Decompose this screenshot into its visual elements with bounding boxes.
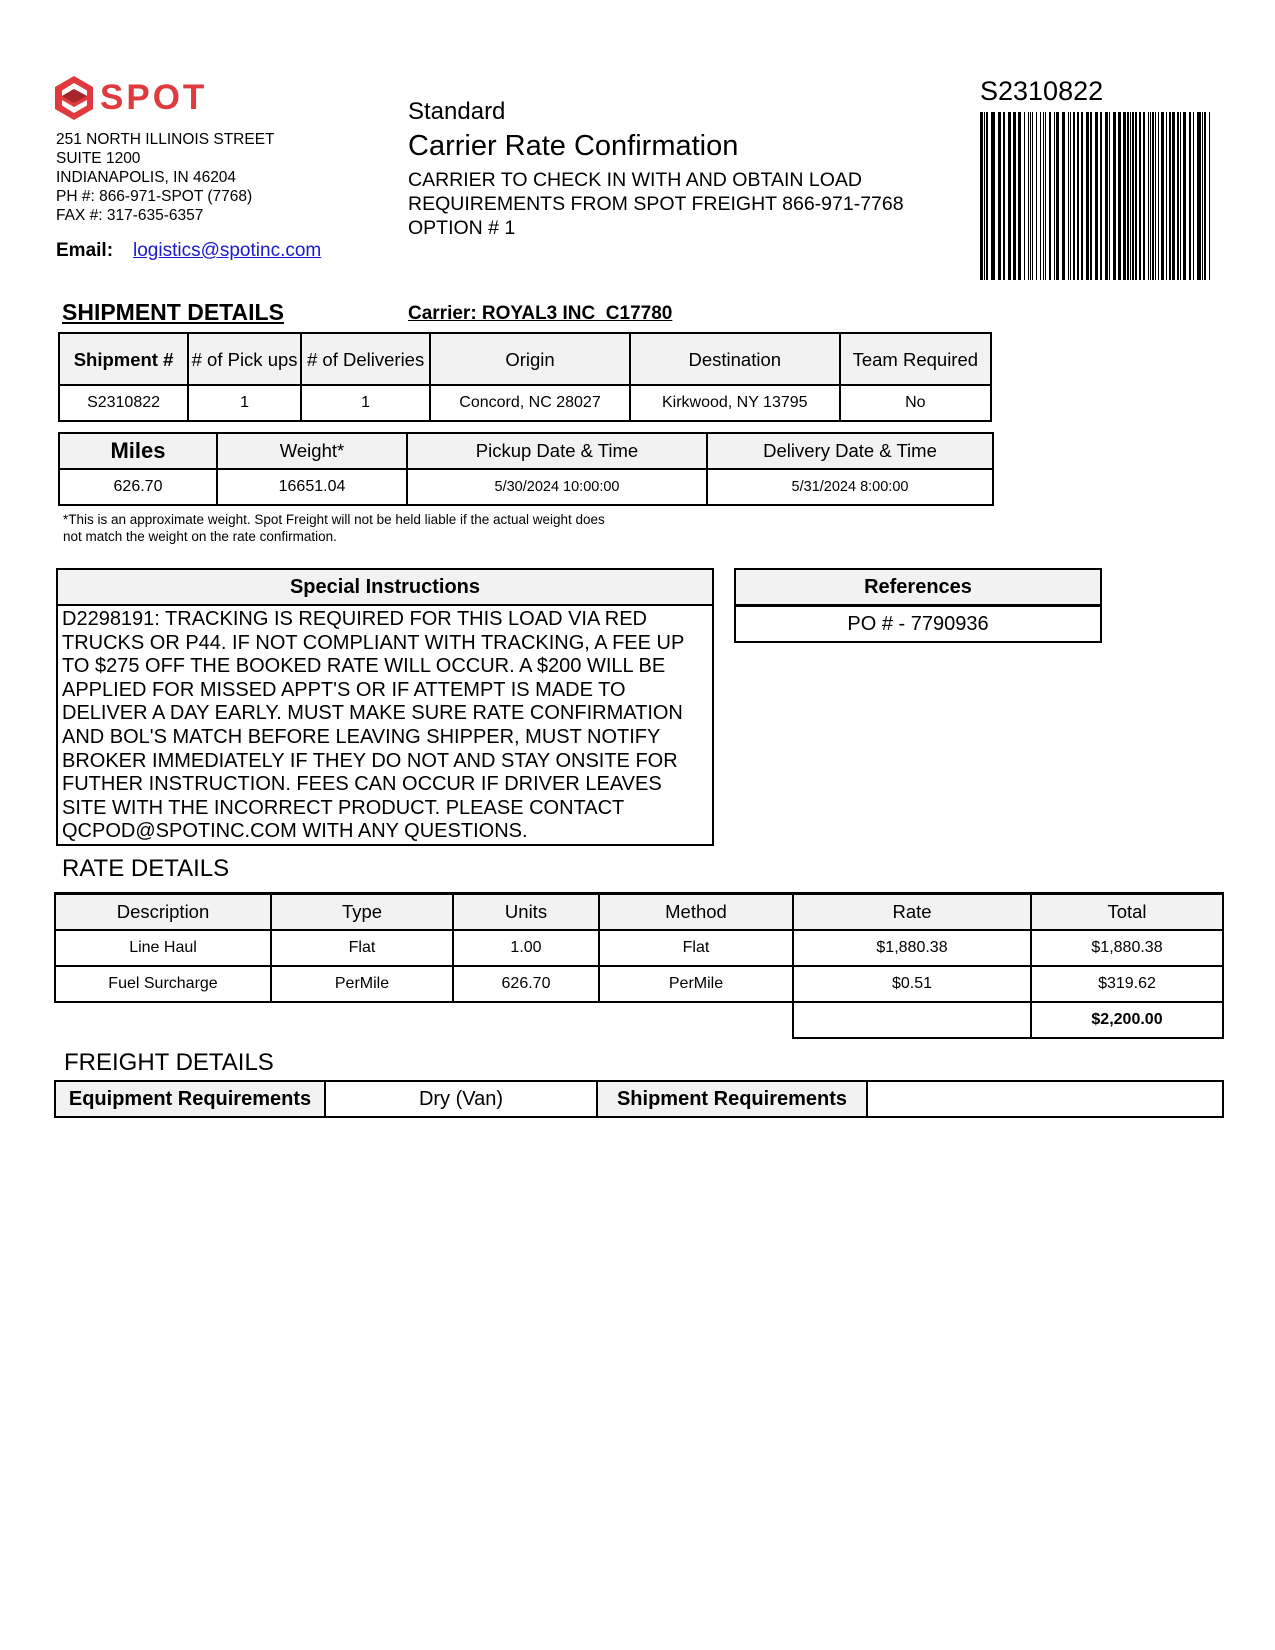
footnote-line: *This is an approximate weight. Spot Freight will not be held liable if the actual weight does — [63, 512, 605, 527]
deliveries-count: 1 — [301, 385, 430, 421]
barcode-bar — [1095, 112, 1098, 280]
table-row — [55, 1081, 1223, 1117]
table-row — [55, 930, 1223, 966]
description: Fuel Surcharge — [55, 966, 271, 1002]
barcode-bar — [1127, 112, 1129, 280]
units: 626.70 — [453, 966, 599, 1002]
barcode-bar — [1193, 112, 1194, 280]
barcode-bar — [1189, 112, 1191, 280]
units: 1.00 — [453, 930, 599, 966]
barcode-bar — [1204, 112, 1206, 280]
col-rate: Rate — [793, 894, 1031, 931]
barcode-bar — [1158, 112, 1159, 280]
references-box — [734, 568, 1102, 643]
col-destination: Destination — [630, 333, 840, 385]
table-header-row — [59, 433, 993, 469]
grand-total: $2,200.00 — [1031, 1002, 1223, 1038]
miles: 626.70 — [59, 469, 217, 505]
col-units: Units — [453, 894, 599, 931]
method: Flat — [599, 930, 793, 966]
barcode-bar — [1148, 112, 1149, 280]
barcode-bar — [1155, 112, 1156, 280]
destination: Kirkwood, NY 13795 — [630, 385, 840, 421]
barcode-bar — [1152, 112, 1154, 280]
barcode-bar — [1056, 112, 1059, 280]
barcode-bar — [1113, 112, 1116, 280]
barcode-bar — [1202, 112, 1203, 280]
col-deliveries: # of Deliveries — [301, 333, 430, 385]
barcode-bar — [1209, 112, 1210, 280]
barcode-bar — [1150, 112, 1151, 280]
footnote-line: not match the weight on the rate confirmation. — [63, 529, 337, 544]
phone-line: PH #: 866-971-SPOT (7768) — [56, 188, 253, 205]
barcode-bar — [1024, 112, 1025, 280]
col-method: Method — [599, 894, 793, 931]
barcode-bar — [986, 112, 988, 280]
table-row — [55, 966, 1223, 1002]
shipment-number-header: S2310822 — [980, 76, 1104, 106]
pickups-count: 1 — [188, 385, 301, 421]
barcode-bar — [1177, 112, 1179, 280]
table-row — [59, 469, 993, 505]
total: $1,880.38 — [1031, 930, 1223, 966]
barcode-bar — [1030, 112, 1031, 280]
col-origin: Origin — [430, 333, 630, 385]
rate: $0.51 — [793, 966, 1031, 1002]
barcode-bar — [1135, 112, 1137, 280]
barcode-bar — [1018, 112, 1021, 280]
shipment-requirements-value — [867, 1081, 1223, 1117]
logo-wordmark: SPOT — [100, 78, 208, 117]
email-label: Email: — [56, 240, 114, 261]
col-total: Total — [1031, 894, 1223, 931]
barcode-bar — [1049, 112, 1051, 280]
table-row — [59, 385, 991, 421]
type: PerMile — [271, 966, 453, 1002]
barcode-bar — [1139, 112, 1141, 280]
grand-total-row — [55, 1002, 1223, 1038]
origin: Concord, NC 28027 — [430, 385, 630, 421]
weight-footnote — [63, 511, 605, 545]
barcode-bar — [1036, 112, 1037, 280]
barcode-bar — [1040, 112, 1041, 280]
barcode-bar — [1123, 112, 1126, 280]
barcode-bar — [998, 112, 1001, 280]
delivery-date: 5/31/2024 8:00:00 — [707, 469, 993, 505]
barcode-bar — [1073, 112, 1075, 280]
note-line: OPTION # 1 — [408, 217, 516, 239]
table-header-row — [59, 333, 991, 385]
freight-details-title: FREIGHT DETAILS — [64, 1049, 274, 1076]
barcode-bar — [1086, 112, 1089, 280]
spot-logo — [54, 76, 208, 120]
col-type: Type — [271, 894, 453, 931]
barcode-bar — [1105, 112, 1108, 280]
type: Flat — [271, 930, 453, 966]
barcode-bar — [1197, 112, 1201, 280]
col-description: Description — [55, 894, 271, 931]
equipment-requirements-value: Dry (Van) — [325, 1081, 597, 1117]
barcode — [980, 112, 1212, 280]
carrier-info: Carrier: ROYAL3 INC C17780 — [408, 303, 673, 324]
team-required: No — [840, 385, 991, 421]
special-instructions-title: Special Instructions — [58, 570, 712, 606]
method: PerMile — [599, 966, 793, 1002]
address-line: SUITE 1200 — [56, 150, 141, 167]
barcode-bar — [1100, 112, 1102, 280]
shipment-requirements-label: Shipment Requirements — [597, 1081, 867, 1117]
company-address — [56, 130, 275, 225]
col-team-required: Team Required — [840, 333, 991, 385]
barcode-bar — [1054, 112, 1055, 280]
spacer — [55, 1002, 793, 1038]
total: $319.62 — [1031, 966, 1223, 1002]
special-instructions-box — [56, 568, 714, 846]
barcode-bar — [1118, 112, 1121, 280]
barcode-bar — [980, 112, 983, 280]
schedule-table — [58, 432, 994, 506]
barcode-bar — [1043, 112, 1044, 280]
barcode-bar — [984, 112, 985, 280]
equipment-requirements-label: Equipment Requirements — [55, 1081, 325, 1117]
barcode-bar — [1161, 112, 1164, 280]
barcode-bar — [991, 112, 995, 280]
col-pickups: # of Pick ups — [188, 333, 301, 385]
rate: $1,880.38 — [793, 930, 1031, 966]
barcode-bar — [1090, 112, 1092, 280]
weight: 16651.04 — [217, 469, 407, 505]
col-pickup-date: Pickup Date & Time — [407, 433, 707, 469]
checkin-note — [408, 168, 904, 240]
barcode-bar — [1166, 112, 1167, 280]
barcode-bar — [1077, 112, 1079, 280]
note-line: CARRIER TO CHECK IN WITH AND OBTAIN LOAD — [408, 169, 862, 191]
barcode-bar — [1183, 112, 1186, 280]
barcode-bar — [1062, 112, 1065, 280]
col-weight: Weight* — [217, 433, 407, 469]
col-delivery-date: Delivery Date & Time — [707, 433, 993, 469]
shipment-table — [58, 332, 992, 422]
description: Line Haul — [55, 930, 271, 966]
barcode-bar — [1109, 112, 1110, 280]
barcode-bar — [1143, 112, 1145, 280]
barcode-bar — [1003, 112, 1005, 280]
shipment-number: S2310822 — [59, 385, 188, 421]
shipment-details-title: SHIPMENT DETAILS — [62, 299, 284, 325]
email-link[interactable]: logistics@spotinc.com — [133, 240, 322, 261]
barcode-bar — [1032, 112, 1033, 280]
references-title: References — [736, 570, 1100, 607]
note-line: REQUIREMENTS FROM SPOT FREIGHT 866-971-7768 — [408, 193, 904, 215]
special-instructions-text: D2298191: TRACKING IS REQUIRED FOR THIS LOAD VIA RED TRUCKS OR P44. IF NOT COMPLIANT WITH TRACKING, A FEE UP TO $275 OFF THE BOOKED RATE WILL OCCUR. A $200 WILL BE APPLIED FOR MISSED APPT'S OR IF ATTEMPT IS MADE TO DELIVER A DAY EARLY. MUST MAKE SURE RATE CONFIRMATION AND BOL'S MATCH BEFORE LEAVING SHIPPER, MUST NOTIFY BROKER IMMEDIATELY IF THEY DO NOT AND STAY ONSITE FOR FUTHER INSTRUCTION. FEES CAN OCCUR IF DRIVER LEAVES SITE WITH THE INCORRECT PRODUCT. PLEASE CONTACT QCPOD@SPOTINC.COM WITH ANY QUESTIONS. — [62, 608, 685, 843]
rate-details-title: RATE DETAILS — [62, 855, 230, 882]
freight-table — [54, 1080, 1224, 1118]
rate-table — [54, 892, 1224, 1039]
barcode-bar — [1172, 112, 1175, 280]
grand-total-label-cell — [793, 1002, 1031, 1038]
document-title: Carrier Rate Confirmation — [408, 130, 739, 162]
address-line: INDIANAPOLIS, IN 46204 — [56, 169, 237, 186]
address-line: 251 NORTH ILLINOIS STREET — [56, 131, 275, 148]
barcode-bar — [1068, 112, 1069, 280]
barcode-bar — [1081, 112, 1083, 280]
barcode-bar — [1070, 112, 1071, 280]
barcode-bar — [1013, 112, 1016, 280]
document-type: Standard — [408, 98, 506, 125]
barcode-bar — [1132, 112, 1134, 280]
barcode-bar — [1169, 112, 1171, 280]
barcode-bar — [1045, 112, 1046, 280]
po-number: PO # - 7790936 — [847, 613, 989, 635]
barcode-bar — [1008, 112, 1011, 280]
barcode-bar — [1130, 112, 1131, 280]
barcode-bar — [1180, 112, 1181, 280]
table-header-row — [55, 894, 1223, 931]
fax-line: FAX #: 317-635-6357 — [56, 207, 204, 224]
col-shipment-number: Shipment # — [59, 333, 188, 385]
col-miles: Miles — [59, 433, 217, 469]
barcode-bar — [1028, 112, 1029, 280]
pickup-date: 5/30/2024 10:00:00 — [407, 469, 707, 505]
